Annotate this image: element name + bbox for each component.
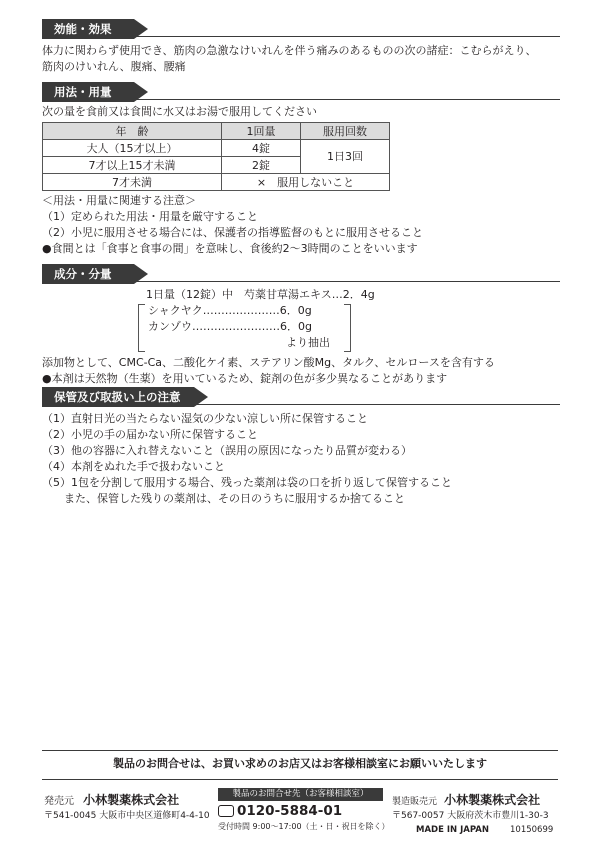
effects-heading: 効能・効果 (42, 19, 134, 39)
storage-heading: 保管及び取扱い上の注意 (42, 387, 194, 407)
storage-line: また、保管した残りの薬剤は、その日のうちに服用するか捨てること (42, 492, 405, 505)
ingredients-header (42, 264, 560, 284)
made-in: MADE IN JAPAN (416, 825, 489, 835)
dosage-notes-title: ＜用法・用量に関連する注意＞ (42, 194, 196, 207)
inquiry-line: 製品のお問合せは、お買い求めのお店又はお客様相談室にお願いいたします (113, 757, 487, 770)
ingredients-main: 1日量（12錠）中 芍薬甘草湯エキス…2．4g (146, 288, 375, 301)
ingredients-note: ●本剤は天然物（生薬）を用いているため、錠剤の色が多少異なることがあります (42, 372, 448, 385)
seller-block (44, 789, 179, 808)
footer-divider (42, 779, 558, 780)
contact-label: 製品のお問合せ先（お客様相談室） (218, 788, 383, 801)
ingredient-item: カンゾウ……………………6．0g (148, 320, 312, 333)
storage-line: （5）1包を分割して服用する場合、残った薬剤は袋の口を折り返して保管すること (42, 476, 452, 489)
product-code: 10150699 (510, 825, 554, 835)
storage-line: （3）他の容器に入れ替えないこと（誤用の原因になったり品質が変わる） (42, 444, 412, 457)
seller-label: 発売元 (44, 796, 74, 807)
storage-line: （2）小児の手の届かない所に保管すること (42, 428, 258, 441)
phone-block (218, 803, 342, 819)
effects-section (42, 19, 560, 75)
dosage-note: （2）小児に服用させる場合には、保護者の指導監督のもとに服用させること (42, 226, 423, 239)
effects-line: 体力に関わらず使用でき、筋肉の急激なけいれんを伴う痛みのあるものの次の諸症：こむらがえり、 (42, 44, 537, 57)
maker-address: 〒567-0057 大阪府茨木市豊川1-30-3 (392, 811, 549, 821)
storage-section (42, 387, 560, 507)
bracket-right (344, 304, 351, 352)
table-row (43, 174, 390, 191)
footer-divider (42, 750, 558, 751)
dosage-heading: 用法・用量 (42, 82, 134, 102)
table-header: 年 齢 (43, 123, 222, 140)
dosage-note: ●食間とは「食事と食事の間」を意味し、食後約2～3時間のことをいいます (42, 242, 418, 255)
storage-line: （1）直射日光の当たらない湿気の少ない涼しい所に保管すること (42, 412, 368, 425)
seller-name: 小林製薬株式会社 (83, 793, 180, 807)
ingredient-extract: より抽出 (286, 336, 330, 349)
table-cell: × 服用しないこと (222, 174, 390, 191)
freedial-icon (218, 805, 234, 817)
table-cell-frequency: 1日3回 (301, 140, 390, 174)
dosage-section (42, 82, 560, 257)
effects-line: 筋肉のけいれん、腹痛、腰痛 (42, 60, 186, 73)
dosage-header (42, 82, 560, 102)
bracket-left (138, 304, 145, 352)
ingredient-item: シャクヤク…………………6．0g (148, 304, 312, 317)
phone-number: 0120-5884-01 (237, 803, 343, 819)
ingredients-additives: 添加物として、CMC-Ca、二酸化ケイ素、ステアリン酸Mg、タルク、セルロースを含有する (42, 356, 495, 369)
maker-label: 製造販売元 (392, 797, 438, 807)
table-cell: 2錠 (222, 157, 301, 174)
effects-header (42, 19, 560, 39)
table-header: 1回量 (222, 123, 301, 140)
table-header: 服用回数 (301, 123, 390, 140)
table-row (43, 140, 390, 157)
maker-name: 小林製薬株式会社 (444, 793, 541, 807)
dosage-table (42, 122, 390, 191)
dosage-note: （1）定められた用法・用量を厳守すること (42, 210, 258, 223)
table-cell: 7才以上15才未満 (43, 157, 222, 174)
table-cell: 7才未満 (43, 174, 222, 191)
seller-address: 〒541-0045 大阪市中央区道修町4-4-10 (44, 811, 210, 821)
contact-hours: 受付時間 9:00～17:00（土・日・祝日を除く） (218, 822, 390, 831)
ingredients-section (42, 264, 560, 387)
table-cell: 大人（15才以上） (43, 140, 222, 157)
maker-block (392, 789, 540, 808)
storage-line: （4）本剤をぬれた手で扱わないこと (42, 460, 225, 473)
dosage-intro: 次の量を食前又は食間に水又はお湯で服用してください (42, 105, 317, 118)
ingredients-heading: 成分・分量 (42, 264, 134, 284)
storage-header (42, 387, 560, 407)
table-cell: 4錠 (222, 140, 301, 157)
